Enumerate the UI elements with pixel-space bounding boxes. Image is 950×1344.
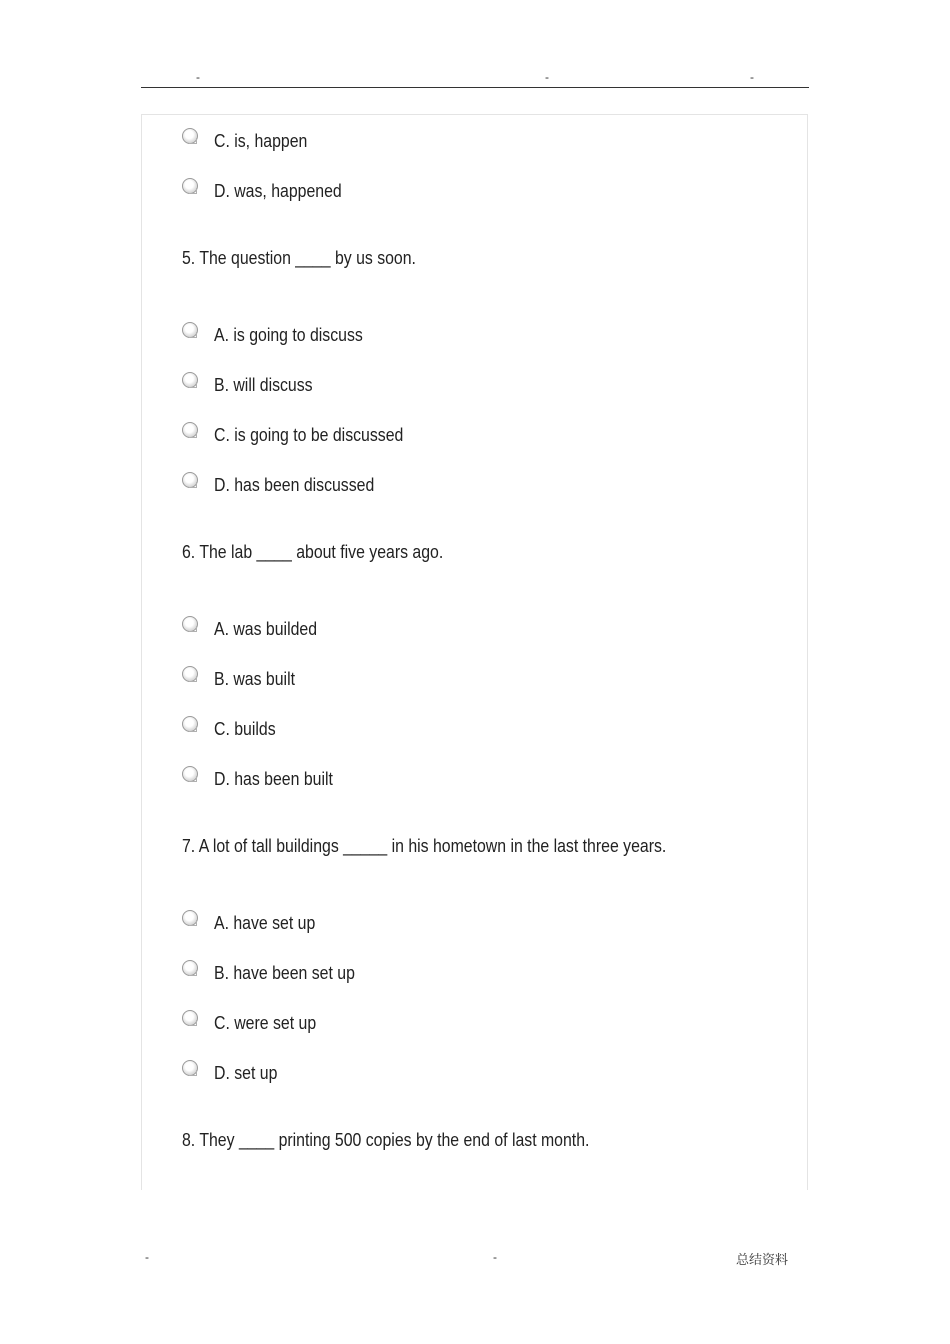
header-dash-left: - xyxy=(196,70,200,84)
radio-q6-c[interactable] xyxy=(182,716,198,732)
option-label: C. were set up xyxy=(214,1013,317,1033)
option-label: C. builds xyxy=(214,719,276,739)
question-7-text: 7. A lot of tall buildings _____ in his hometown in the last three years. xyxy=(182,836,667,856)
option-label: B. will discuss xyxy=(214,375,313,395)
radio-q7-c[interactable] xyxy=(182,1010,198,1026)
option-label: A. is going to discuss xyxy=(214,325,363,345)
radio-q6-a[interactable] xyxy=(182,616,198,632)
footer-label: 总结资料 xyxy=(736,1253,789,1268)
option-label: D. was, happened xyxy=(214,181,342,201)
footer-dash-left: - xyxy=(145,1250,149,1264)
option-label: C. is, happen xyxy=(214,131,308,151)
radio-q6-b[interactable] xyxy=(182,666,198,682)
radio-q5-b[interactable] xyxy=(182,372,198,388)
option-label: D. has been built xyxy=(214,769,333,789)
option-label: B. was built xyxy=(214,669,296,689)
radio-q7-b[interactable] xyxy=(182,960,198,976)
radio-q6-d[interactable] xyxy=(182,766,198,782)
radio-q5-d[interactable] xyxy=(182,472,198,488)
footer-dash-center: - xyxy=(493,1250,497,1264)
header-dash-right: - xyxy=(750,70,754,84)
radio-q4-c[interactable] xyxy=(182,128,198,144)
radio-q5-c[interactable] xyxy=(182,422,198,438)
option-label: A. have set up xyxy=(214,913,316,933)
radio-q5-a[interactable] xyxy=(182,322,198,338)
header-rule xyxy=(141,87,809,88)
radio-q7-d[interactable] xyxy=(182,1060,198,1076)
question-6-text: 6. The lab ____ about five years ago. xyxy=(182,542,444,562)
option-label: D. set up xyxy=(214,1063,278,1083)
radio-q7-a[interactable] xyxy=(182,910,198,926)
option-label: D. has been discussed xyxy=(214,475,375,495)
option-label: B. have been set up xyxy=(214,963,355,983)
question-8-text: 8. They ____ printing 500 copies by the end of last month. xyxy=(182,1130,590,1150)
header-dash-center: - xyxy=(545,70,549,84)
radio-q4-d[interactable] xyxy=(182,178,198,194)
option-label: C. is going to be discussed xyxy=(214,425,404,445)
question-5-text: 5. The question ____ by us soon. xyxy=(182,248,416,268)
option-label: A. was builded xyxy=(214,619,318,639)
